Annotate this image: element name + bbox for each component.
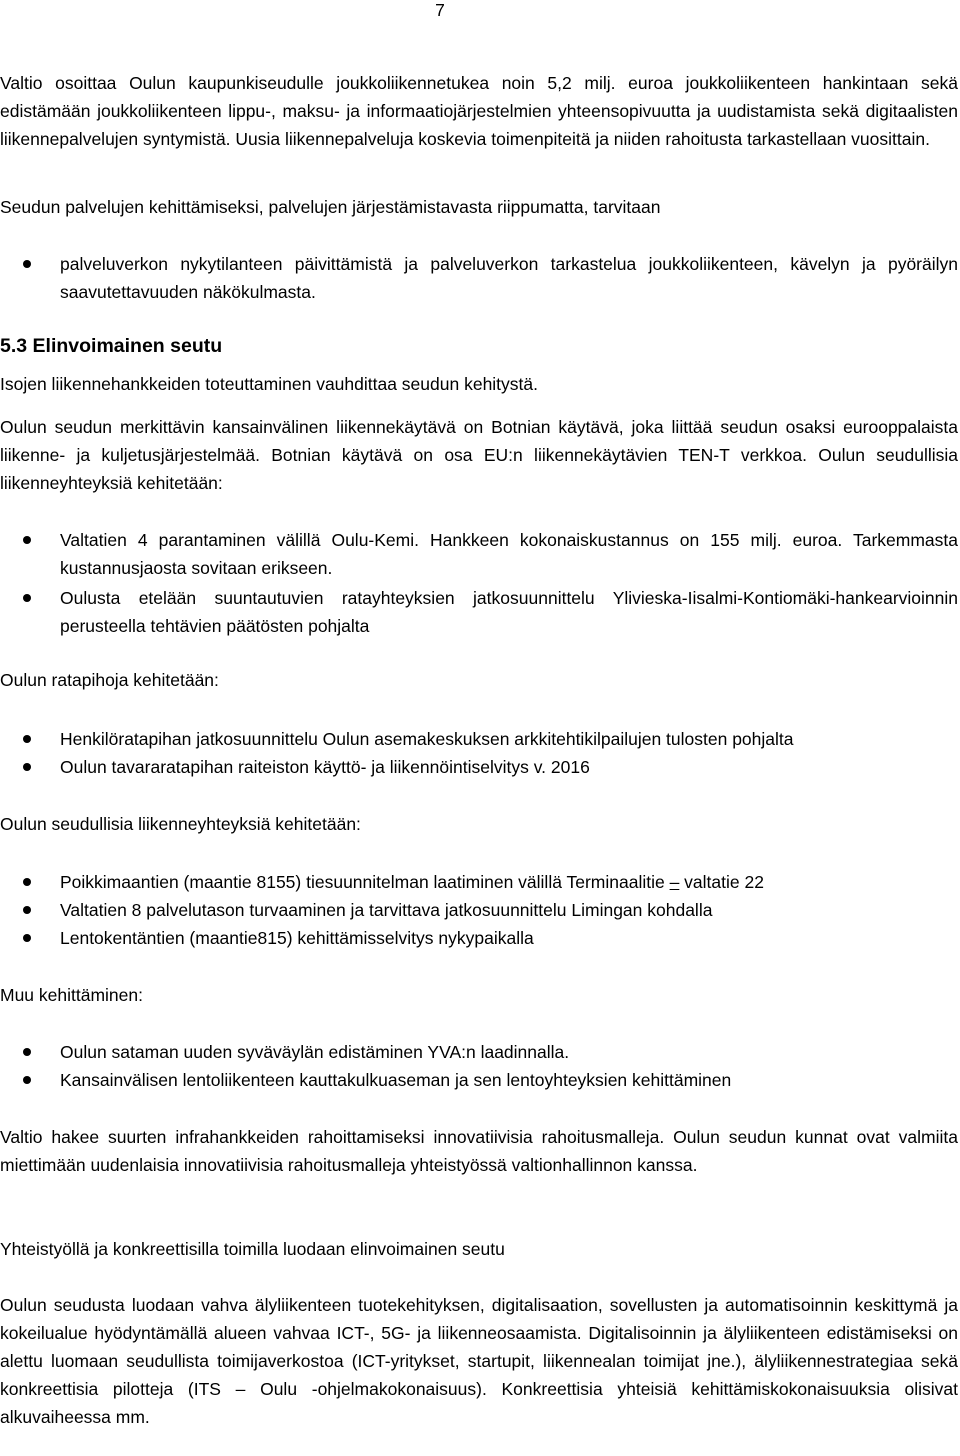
list-rail-yards bbox=[0, 725, 958, 781]
paragraph-botnia-corridor: Oulun seudun merkittävin kansainvälinen liikennekäytävä on Botnian käytävä, joka liittää seudun osaksi eurooppalaista liikenne- ja kuljetusjärjestelmää. Botnian käytävä on osa EU:n liikennekäytävien TEN-T verkkoa. Oulun seudullisia liikenneyhteyksiä kehitetään: bbox=[0, 417, 958, 493]
paragraph-regional-connections: Oulun seudullisia liikenneyhteyksiä kehitetään: bbox=[0, 814, 361, 834]
list-item bbox=[0, 250, 958, 306]
list-item-text-end: valtatie 22 bbox=[679, 872, 764, 892]
list-other-development bbox=[0, 1038, 958, 1094]
list-item bbox=[0, 584, 958, 640]
paragraph-cooperation: Yhteistyöllä ja konkreettisilla toimilla luodaan elinvoimainen seutu bbox=[0, 1239, 505, 1259]
bullet-icon bbox=[23, 934, 31, 942]
bullet-icon bbox=[23, 1076, 31, 1084]
bullet-icon bbox=[23, 536, 31, 544]
paragraph-rail-yards: Oulun ratapihoja kehitetään: bbox=[0, 670, 219, 690]
paragraph-funding-models: Valtio hakee suurten infrahankkeiden rahoittamiseksi innovatiivisia rahoitusmalleja. Oulun seudun kunnat ovat valmiita miettimään uudenlaisia innovatiivisia rahoitusmalleja yhteistyössä valtionhallinnon kanssa. bbox=[0, 1127, 958, 1175]
paragraph-big-projects: Isojen liikennehankkeiden toteuttaminen vauhdittaa seudun kehitystä. bbox=[0, 374, 539, 394]
list-item-dash: – bbox=[669, 872, 680, 892]
list-service-needs bbox=[0, 250, 958, 306]
list-item bbox=[0, 753, 958, 781]
list-item-text: Oulun tavararatapihan raiteiston käyttö- ja liikennöintiselvitys v. 2016 bbox=[60, 757, 590, 777]
bullet-icon bbox=[23, 260, 31, 268]
list-item bbox=[0, 1038, 958, 1066]
list-item-text: Oulun sataman uuden syväväylän edistäminen YVA:n laadinnalla. bbox=[60, 1042, 570, 1062]
bullet-icon bbox=[23, 906, 31, 914]
bullet-icon bbox=[23, 878, 31, 886]
list-item-text: Valtatien 8 palvelutason turvaaminen ja tarvittava jatkosuunnittelu Limingan kohdalla bbox=[60, 900, 713, 920]
list-item bbox=[0, 924, 958, 952]
list-item bbox=[0, 896, 958, 924]
list-item-text-start: Poikkimaantien (maantie 8155) tiesuunnitelman laatiminen välillä Terminaalitie bbox=[60, 872, 670, 892]
bullet-icon bbox=[23, 763, 31, 771]
section-heading: 5.3 Elinvoimainen seutu bbox=[0, 335, 223, 357]
paragraph-services-intro: Seudun palvelujen kehittämiseksi, palvelujen järjestämistavasta riippumatta, tarvitaan bbox=[0, 197, 661, 217]
list-item-text: Oulusta etelään suuntautuvien ratayhteyksien jatkosuunnittelu Ylivieska-Iisalmi-Kontiomäki-hankearvioinnin perusteella tehtävien päätösten pohjalta bbox=[60, 588, 958, 636]
list-road-connections bbox=[0, 868, 958, 952]
list-item bbox=[0, 725, 958, 753]
list-item bbox=[0, 1066, 958, 1094]
paragraph-other-development: Muu kehittäminen: bbox=[0, 985, 143, 1005]
list-item-text: Lentokentäntien (maantie815) kehittämisselvitys nykypaikalla bbox=[60, 928, 534, 948]
list-item-text: Kansainvälisen lentoliikenteen kauttakulkuaseman ja sen lentoyhteyksien kehittäminen bbox=[60, 1070, 732, 1090]
list-item bbox=[0, 526, 958, 582]
bullet-icon bbox=[23, 1048, 31, 1056]
list-item-text: Valtatien 4 parantaminen välillä Oulu-Kemi. Hankkeen kokonaiskustannus on 155 milj. euroa. Tarkemmasta kustannusjaosta sovitaan erikseen. bbox=[60, 530, 958, 578]
list-regional-connections bbox=[0, 526, 958, 640]
bullet-icon bbox=[23, 594, 31, 602]
bullet-icon bbox=[23, 735, 31, 743]
list-item bbox=[0, 868, 958, 896]
list-item-text: Henkilöratapihan jatkosuunnittelu Oulun asemakeskuksen arkkitehtikilpailujen tulosten pohjalta bbox=[60, 729, 794, 749]
paragraph-smart-traffic: Oulun seudusta luodaan vahva älyliikenteen tuotekehityksen, digitalisaation, sovellusten ja automatisoinnin keskittymä ja kokeilualue hyödyntämällä alueen vahvaa ICT-, 5G- ja liikenneosaamista. Digitalisoinnin ja älyliikenteen edistämiseksi on alettu luomaan seudullista toimijaverkostoa (ICT-yritykset, startupit, liikennealan toimijat jne.), älyliikennestrategiaa sekä konkreettisia pilotteja (ITS – Oulu -ohjelmakokonaisuus). Konkreettisia yhteisiä kehittämiskokonaisuuksia olisivat alkuvaiheessa mm. bbox=[0, 1295, 958, 1427]
list-item-text: palveluverkon nykytilanteen päivittämistä ja palveluverkon tarkastelua joukkoliikenteen, kävelyn ja pyöräilyn saavutettavuuden näkökulmasta. bbox=[60, 254, 958, 302]
page-number: 7 bbox=[435, 0, 445, 20]
paragraph-state-funding: Valtio osoittaa Oulun kaupunkiseudulle joukkoliikennetukea noin 5,2 milj. euroa joukkoliikenteen hankintaan sekä edistämään joukkoliikenteen lippu-, maksu- ja informaatiojärjestelmien yhteensopivuutta ja uudistamista sekä digitaalisten liikennepalvelujen syntymistä. Uusia liikennepalveluja koskevia toimenpiteitä ja niiden rahoitusta tarkastellaan vuosittain. bbox=[0, 73, 958, 149]
